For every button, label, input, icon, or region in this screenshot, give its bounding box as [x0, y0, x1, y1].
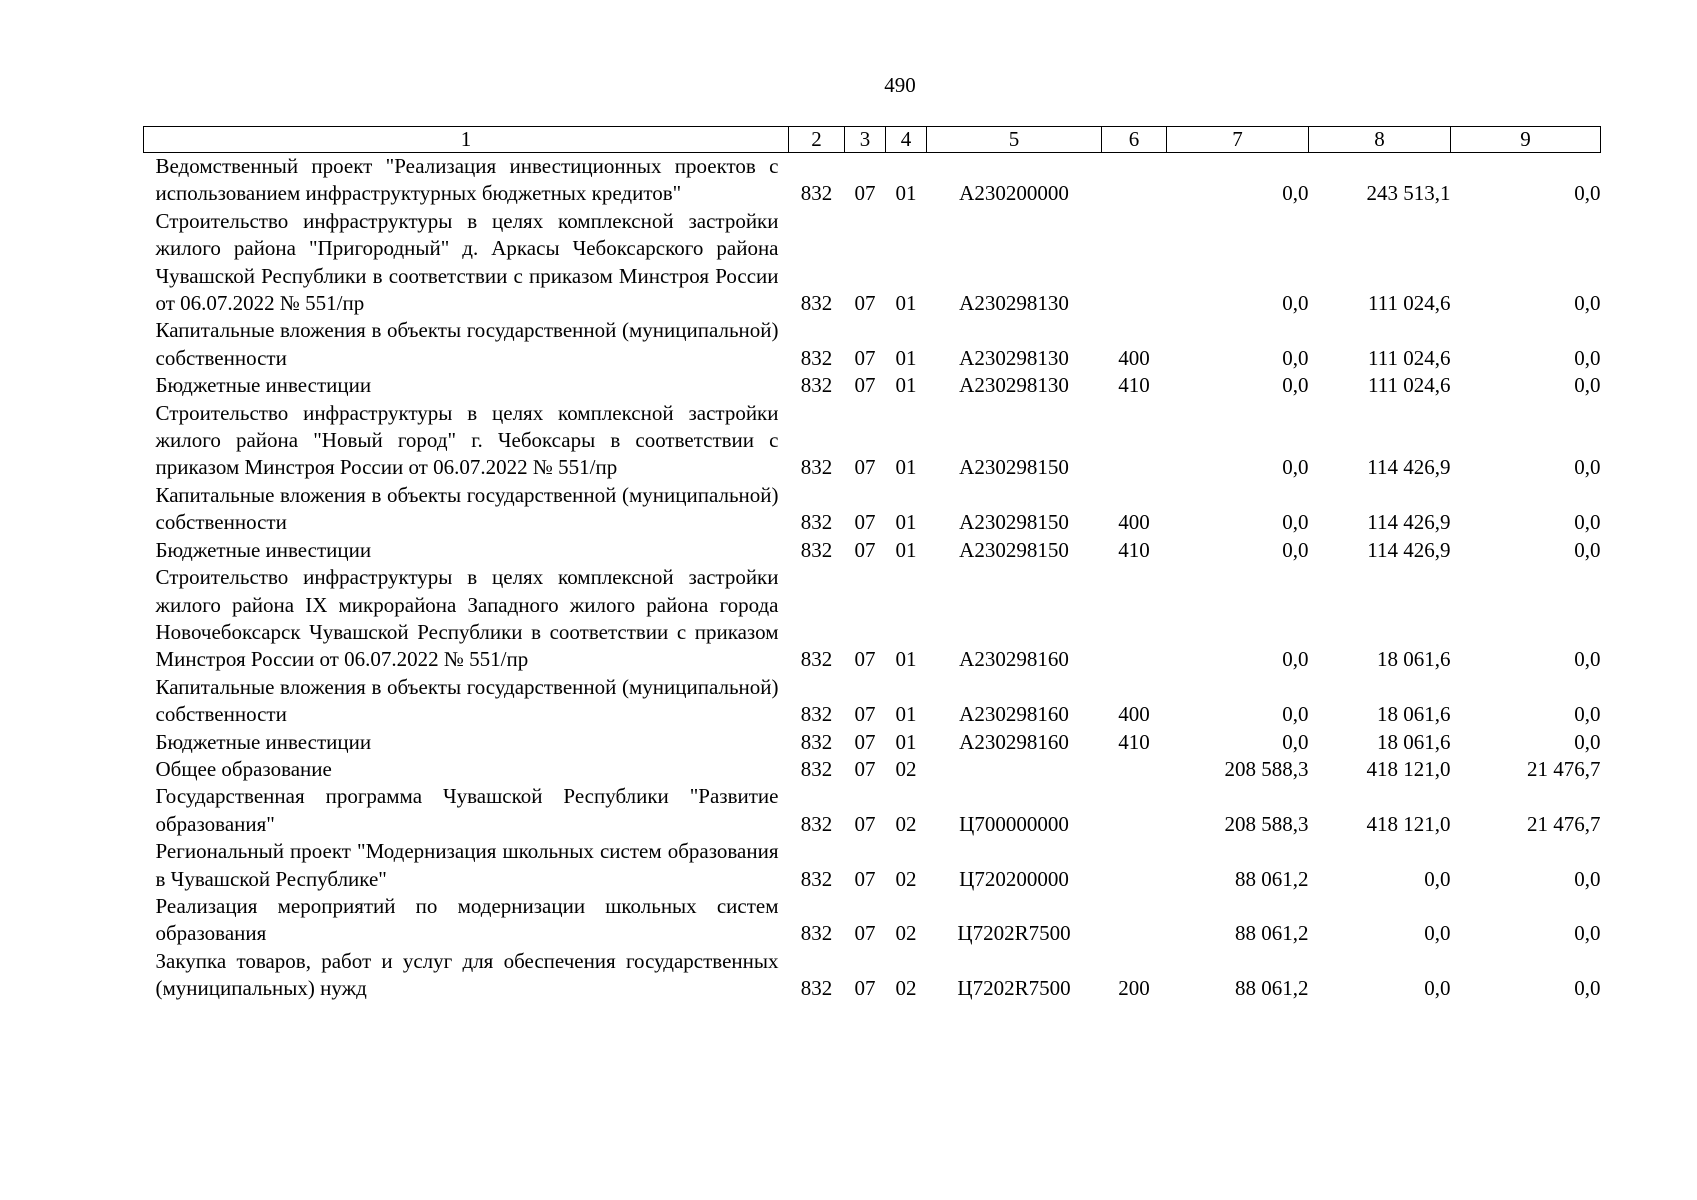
cell-amount-7: 88 061,2 — [1235, 866, 1309, 891]
cell-expense-type: 400 — [1118, 510, 1150, 535]
cell-amount-9: 0,0 — [1574, 373, 1601, 398]
cell-amount-8: 418 121,0 — [1366, 756, 1451, 781]
cell-amount-9: 0,0 — [1574, 455, 1601, 480]
row-name: Общее образование — [155, 756, 332, 781]
cell-section: 07 — [854, 866, 876, 891]
column-header-3: 3 — [845, 127, 886, 153]
table-row — [144, 838, 1601, 893]
cell-section: 07 — [854, 181, 876, 206]
cell-amount-8: 114 426,9 — [1367, 510, 1451, 535]
cell-expense-type: 410 — [1118, 537, 1150, 562]
cell-ministry-code: 832 — [800, 729, 833, 754]
cell-expense-type — [1102, 208, 1167, 318]
cell-amount-8: 114 426,9 — [1367, 455, 1451, 480]
table-row — [144, 948, 1601, 1003]
cell-ministry-code: 832 — [800, 702, 833, 727]
cell-section: 07 — [854, 455, 876, 480]
cell-subsection: 02 — [895, 976, 917, 1001]
cell-amount-8: 18 061,6 — [1377, 729, 1451, 754]
cell-expense-type: 410 — [1118, 373, 1150, 398]
cell-section: 07 — [854, 291, 876, 316]
cell-target-article: А230298130 — [959, 291, 1069, 316]
row-name: Государственная программа Чувашской Республики "Развитие образования" — [155, 784, 779, 836]
cell-amount-9: 0,0 — [1574, 702, 1601, 727]
cell-amount-7: 0,0 — [1282, 291, 1309, 316]
cell-target-article: А230298150 — [959, 510, 1069, 535]
cell-subsection: 01 — [895, 729, 917, 754]
cell-target-article: А230298150 — [959, 455, 1069, 480]
cell-ministry-code: 832 — [800, 373, 833, 398]
cell-subsection: 01 — [895, 291, 917, 316]
cell-subsection: 01 — [895, 702, 917, 727]
cell-section: 07 — [854, 510, 876, 535]
page-number: 490 — [884, 73, 916, 97]
row-name: Строительство инфраструктуры в целях комплексной застройки жилого района "Новый город" г. Чебоксары в соответствии с приказом Минстроя России от 06.07.2022 № 551/пр — [155, 400, 779, 480]
cell-amount-9: 0,0 — [1574, 976, 1601, 1001]
cell-amount-9: 0,0 — [1574, 291, 1601, 316]
cell-amount-7: 0,0 — [1282, 373, 1309, 398]
row-name: Закупка товаров, работ и услуг для обеспечения государственных (муниципальных) нужд — [155, 948, 779, 1001]
cell-ministry-code: 832 — [800, 976, 833, 1001]
cell-target-article: Ц700000000 — [959, 811, 1069, 836]
table-row — [144, 208, 1601, 318]
cell-ministry-code: 832 — [800, 756, 833, 781]
cell-amount-8: 243 513,1 — [1366, 181, 1451, 206]
cell-ministry-code: 832 — [800, 291, 833, 316]
cell-target-article: А230298150 — [959, 537, 1069, 562]
table-row — [144, 482, 1601, 537]
cell-amount-7: 0,0 — [1282, 702, 1309, 727]
cell-ministry-code: 832 — [800, 345, 833, 370]
row-name: Капитальные вложения в объекты государственной (муниципальной) собственности — [155, 318, 779, 370]
cell-amount-9: 21 476,7 — [1527, 756, 1601, 781]
cell-target-article: А230298130 — [959, 345, 1069, 370]
row-name: Региональный проект "Модернизация школьных систем образования в Чувашской Республике" — [155, 839, 779, 891]
cell-amount-7: 0,0 — [1282, 647, 1309, 672]
cell-expense-type — [1102, 783, 1167, 838]
table-row — [144, 783, 1601, 838]
budget-table — [143, 126, 1601, 1003]
cell-expense-type: 400 — [1118, 345, 1150, 370]
cell-amount-9: 0,0 — [1574, 866, 1601, 891]
cell-amount-8: 418 121,0 — [1366, 811, 1451, 836]
table-row — [144, 564, 1601, 674]
cell-amount-9: 0,0 — [1574, 921, 1601, 946]
column-header-8: 8 — [1309, 127, 1451, 153]
table-row — [144, 372, 1601, 399]
row-name: Реализация мероприятий по модернизации школьных систем образования — [155, 893, 779, 946]
cell-section: 07 — [854, 921, 876, 946]
cell-amount-7: 0,0 — [1282, 510, 1309, 535]
cell-subsection: 01 — [895, 345, 917, 370]
cell-section: 07 — [854, 647, 876, 672]
row-name: Капитальные вложения в объекты государственной (муниципальной) собственности — [155, 674, 779, 727]
cell-amount-7: 0,0 — [1282, 345, 1309, 370]
cell-amount-9: 0,0 — [1574, 729, 1601, 754]
cell-ministry-code: 832 — [800, 647, 833, 672]
cell-section: 07 — [854, 811, 876, 836]
table-row — [144, 317, 1601, 372]
cell-amount-7: 0,0 — [1282, 181, 1309, 206]
cell-expense-type — [1102, 893, 1167, 948]
table-row — [144, 537, 1601, 564]
cell-expense-type — [1102, 756, 1167, 783]
row-name: Строительство инфраструктуры в целях комплексной застройки жилого района IX микрорайона Западного жилого района города Новочебоксарск Чувашской Республики в соответствии с приказом Минстроя России от 06.07.2022 № 551/пр — [155, 565, 779, 672]
cell-ministry-code: 832 — [800, 510, 833, 535]
table-row — [144, 674, 1601, 729]
cell-ministry-code: 832 — [800, 537, 833, 562]
cell-ministry-code: 832 — [800, 921, 833, 946]
cell-subsection: 01 — [895, 455, 917, 480]
cell-amount-8: 111 024,6 — [1368, 373, 1451, 398]
cell-ministry-code: 832 — [800, 455, 833, 480]
cell-expense-type: 410 — [1118, 729, 1150, 754]
cell-subsection: 01 — [895, 181, 917, 206]
column-header-9: 9 — [1451, 127, 1601, 153]
row-name: Капитальные вложения в объекты государственной (муниципальной) собственности — [155, 482, 779, 535]
cell-expense-type — [1102, 153, 1167, 208]
cell-subsection: 01 — [895, 373, 917, 398]
cell-target-article: А230298160 — [959, 729, 1069, 754]
cell-section: 07 — [854, 702, 876, 727]
column-header-7: 7 — [1167, 127, 1309, 153]
cell-target-article: А230298160 — [959, 647, 1069, 672]
cell-expense-type — [1102, 400, 1167, 482]
cell-amount-8: 0,0 — [1424, 921, 1451, 946]
cell-ministry-code: 832 — [800, 181, 833, 206]
cell-amount-9: 21 476,7 — [1527, 811, 1601, 836]
column-header-1: 1 — [144, 127, 789, 153]
row-name: Бюджетные инвестиции — [155, 537, 372, 562]
cell-section: 07 — [854, 373, 876, 398]
row-name: Строительство инфраструктуры в целях комплексной застройки жилого района "Пригородный" д. Аркасы Чебоксарского района Чувашской Республики в соответствии с приказом Минстроя России от 06.07.2022 № 551/пр — [155, 208, 779, 316]
header-row — [144, 127, 1601, 153]
row-name: Бюджетные инвестиции — [155, 729, 372, 754]
row-name: Бюджетные инвестиции — [155, 373, 372, 398]
table-row — [144, 729, 1601, 756]
cell-section: 07 — [854, 729, 876, 754]
cell-section: 07 — [854, 345, 876, 370]
column-header-6: 6 — [1102, 127, 1167, 153]
column-header-2: 2 — [789, 127, 845, 153]
cell-ministry-code: 832 — [800, 866, 833, 891]
cell-amount-7: 208 588,3 — [1224, 811, 1309, 836]
column-header-5: 5 — [927, 127, 1102, 153]
cell-target-article: Ц7202R7500 — [957, 921, 1071, 946]
cell-subsection: 01 — [895, 537, 917, 562]
cell-subsection: 02 — [895, 811, 917, 836]
cell-target-article: А230200000 — [959, 181, 1069, 206]
cell-ministry-code: 832 — [800, 811, 833, 836]
cell-subsection: 01 — [895, 510, 917, 535]
cell-amount-9: 0,0 — [1574, 510, 1601, 535]
cell-amount-9: 0,0 — [1574, 181, 1601, 206]
cell-amount-8: 111 024,6 — [1368, 345, 1451, 370]
cell-amount-7: 0,0 — [1282, 729, 1309, 754]
cell-amount-8: 18 061,6 — [1377, 647, 1451, 672]
cell-amount-8: 18 061,6 — [1377, 702, 1451, 727]
cell-amount-7: 88 061,2 — [1235, 976, 1309, 1001]
cell-target-article: Ц720200000 — [959, 866, 1069, 891]
cell-amount-8: 0,0 — [1424, 866, 1451, 891]
table-row — [144, 756, 1601, 783]
cell-subsection: 01 — [895, 647, 917, 672]
cell-subsection: 02 — [895, 866, 917, 891]
cell-section: 07 — [854, 537, 876, 562]
cell-amount-9: 0,0 — [1574, 647, 1601, 672]
cell-amount-8: 114 426,9 — [1367, 537, 1451, 562]
cell-section: 07 — [854, 756, 876, 781]
table-row — [144, 400, 1601, 482]
row-name: Ведомственный проект "Реализация инвестиционных проектов с использованием инфраструктурных бюджетных кредитов" — [155, 154, 779, 206]
cell-amount-7: 208 588,3 — [1224, 756, 1309, 781]
cell-amount-8: 111 024,6 — [1368, 291, 1451, 316]
cell-expense-type — [1102, 838, 1167, 893]
cell-expense-type: 400 — [1118, 702, 1150, 727]
cell-expense-type: 200 — [1118, 976, 1150, 1001]
cell-subsection: 02 — [895, 921, 917, 946]
cell-target-article: Ц7202R7500 — [957, 976, 1071, 1001]
cell-amount-9: 0,0 — [1574, 345, 1601, 370]
cell-target-article: А230298130 — [959, 373, 1069, 398]
cell-target-article: А230298160 — [959, 702, 1069, 727]
cell-amount-7: 0,0 — [1282, 537, 1309, 562]
cell-amount-9: 0,0 — [1574, 537, 1601, 562]
cell-amount-7: 88 061,2 — [1235, 921, 1309, 946]
cell-section: 07 — [854, 976, 876, 1001]
cell-expense-type — [1102, 564, 1167, 674]
table-row — [144, 153, 1601, 208]
cell-subsection: 02 — [895, 756, 917, 781]
cell-target-article — [927, 756, 1102, 783]
column-header-4: 4 — [886, 127, 927, 153]
cell-amount-8: 0,0 — [1424, 976, 1451, 1001]
table-row — [144, 893, 1601, 948]
cell-amount-7: 0,0 — [1282, 455, 1309, 480]
